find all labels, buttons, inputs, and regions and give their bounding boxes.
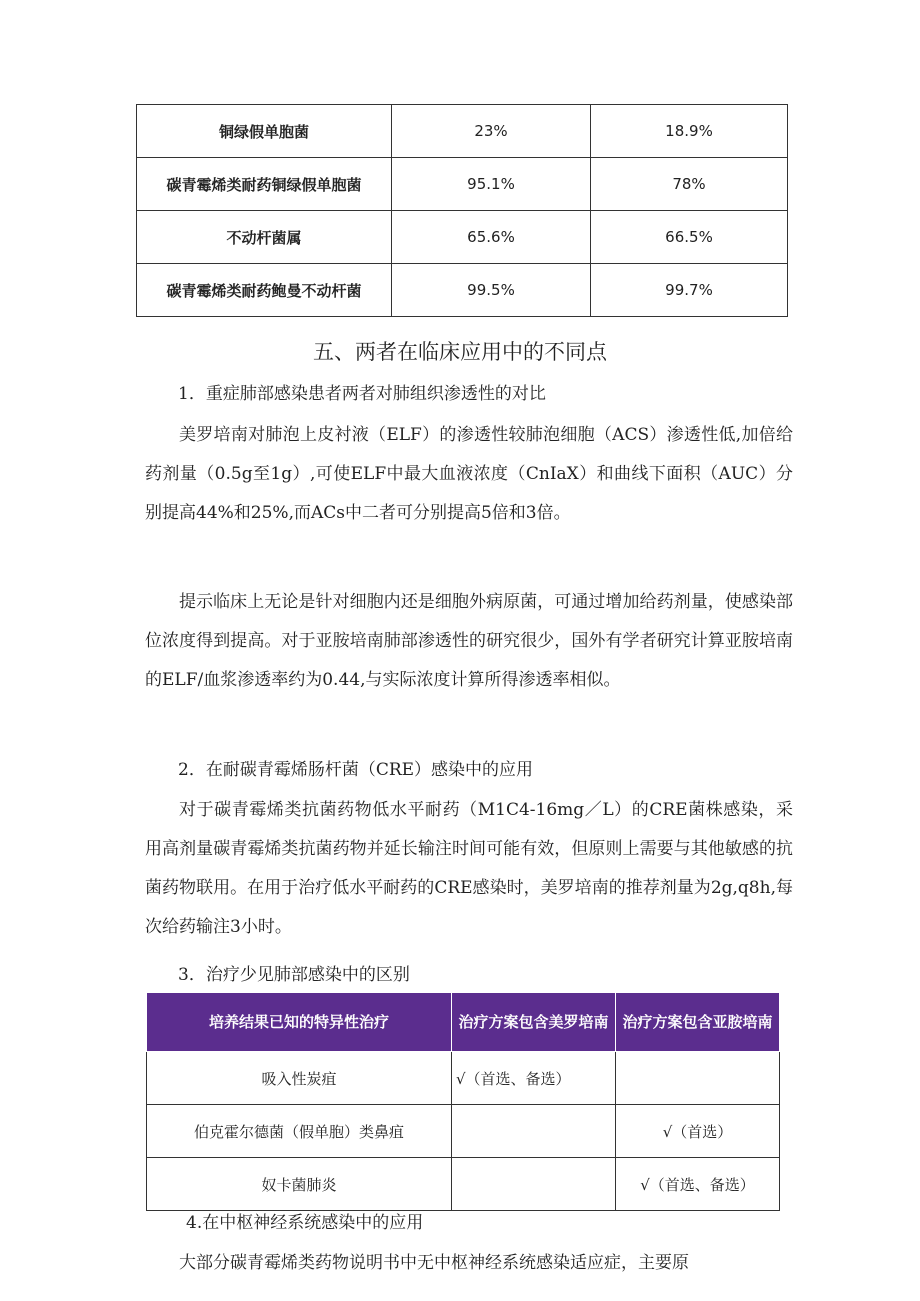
section-heading: 五、两者在临床应用中的不同点 <box>313 340 607 364</box>
table-row <box>137 264 788 317</box>
table-cell: √（首选、备选） <box>451 1052 615 1105</box>
table-row <box>137 158 788 211</box>
paragraph: 大部分碳青霉烯类药物说明书中无中枢神经系统感染适应症，主要原 <box>179 1253 689 1273</box>
table-header: 培养结果已知的特异性治疗 <box>147 993 452 1052</box>
table-cell: 66.5% <box>591 211 788 264</box>
table-row <box>137 105 788 158</box>
table-cell: 不动杆菌属 <box>137 211 392 264</box>
table-header: 治疗方案包含美罗培南 <box>451 993 615 1052</box>
table-cell: 铜绿假单胞菌 <box>137 105 392 158</box>
table-header: 治疗方案包含亚胺培南 <box>615 993 779 1052</box>
table-cell: 65.6% <box>392 211 591 264</box>
table-cell: 伯克霍尔德菌（假单胞）类鼻疽 <box>147 1105 452 1158</box>
table-row <box>147 1105 780 1158</box>
subsection-title-3: 3．治疗少见肺部感染中的区别 <box>178 965 410 985</box>
treatment-table <box>146 992 780 1211</box>
paragraph: 美罗培南对肺泡上皮衬液（ELF）的渗透性较肺泡细胞（ACS）渗透性低,加倍给药剂量（0.5g至1g）,可使ELF中最大血液浓度（CnIaX）和曲线下面积（AUC）分别提高44%和25%,而ACs中二者可分别提高5倍和3倍。 <box>145 425 793 523</box>
table-cell: √（首选） <box>615 1105 779 1158</box>
table-row <box>147 1052 780 1105</box>
table-cell: 碳青霉烯类耐药铜绿假单胞菌 <box>137 158 392 211</box>
table-cell <box>451 1105 615 1158</box>
table-cell <box>615 1052 779 1105</box>
table-cell: √（首选、备选） <box>615 1158 779 1211</box>
table-cell: 78% <box>591 158 788 211</box>
table-cell: 99.5% <box>392 264 591 317</box>
table-cell: 23% <box>392 105 591 158</box>
table-cell: 95.1% <box>392 158 591 211</box>
table-cell: 吸入性炭疽 <box>147 1052 452 1105</box>
subsection-title-2: 2．在耐碳青霉烯肠杆菌（CRE）感染中的应用 <box>178 760 534 780</box>
table-header-row <box>147 993 780 1052</box>
table-row <box>147 1158 780 1211</box>
subsection-title-1: 1．重症肺部感染患者两者对肺组织渗透性的对比 <box>178 384 546 404</box>
subsection-title-4: 4.在中枢神经系统感染中的应用 <box>186 1213 424 1233</box>
paragraph: 提示临床上无论是针对细胞内还是细胞外病原菌，可通过增加给药剂量，使感染部位浓度得到提高。对于亚胺培南肺部渗透性的研究很少，国外有学者研究计算亚胺培南的ELF/血浆渗透率约为0.44,与实际浓度计算所得渗透率相似。 <box>145 592 793 690</box>
table-cell: 奴卡菌肺炎 <box>147 1158 452 1211</box>
table-row <box>137 211 788 264</box>
resistance-table <box>136 104 788 317</box>
table-cell: 99.7% <box>591 264 788 317</box>
table-cell <box>451 1158 615 1211</box>
table-cell: 18.9% <box>591 105 788 158</box>
table-cell: 碳青霉烯类耐药鲍曼不动杆菌 <box>137 264 392 317</box>
paragraph: 对于碳青霉烯类抗菌药物低水平耐药（M1C4-16mg／L）的CRE菌株感染，采用高剂量碳青霉烯类抗菌药物并延长输注时间可能有效，但原则上需要与其他敏感的抗菌药物联用。在用于治疗低水平耐药的CRE感染时，美罗培南的推荐剂量为2g,q8h,每次给药输注3小时。 <box>145 800 793 937</box>
